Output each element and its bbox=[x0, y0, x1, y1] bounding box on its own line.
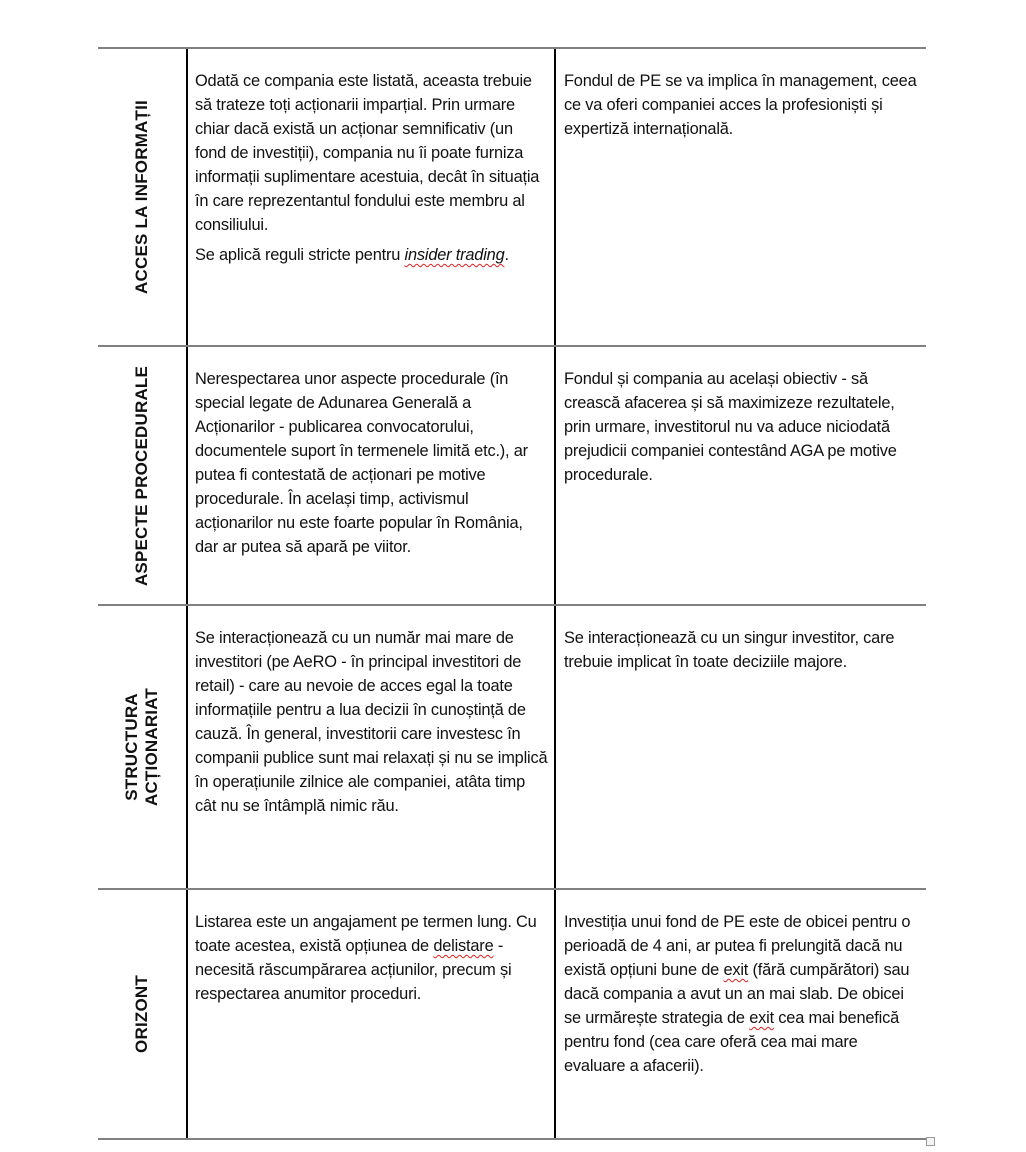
pe-fund-column-cell[interactable] bbox=[556, 606, 926, 888]
row-label-cell bbox=[98, 347, 188, 604]
cell-paragraph: Fondul de PE se va implica în management, ceea ce va oferi companiei acces la profesioniști și expertiză internațională. bbox=[564, 72, 917, 138]
cell-paragraph: Fondul și compania au același obiectiv - să crească afacerea și să maximizeze rezultatele, prin urmare, investitorul nu va aduce niciodată prejudicii companiei contestând AGA pe motive procedurale. bbox=[564, 370, 897, 484]
row-label-cell bbox=[98, 890, 188, 1138]
row-label: ACCES LA INFORMAȚII bbox=[132, 100, 151, 294]
listing-column-cell[interactable] bbox=[188, 890, 556, 1138]
cell-paragraph bbox=[564, 910, 920, 1078]
text-run: (fără cumpărători) sau dacă compania a avut un an mai slab. De obicei se urmărește strategia de bbox=[564, 961, 910, 1027]
spellcheck-flagged-word[interactable]: exit bbox=[749, 1009, 774, 1027]
text-run: - necesită răscumpărarea acțiunilor, precum și respectarea anumitor proceduri. bbox=[195, 937, 512, 1003]
row-label-line: STRUCTURA bbox=[122, 693, 141, 801]
table-resize-handle[interactable] bbox=[926, 1137, 935, 1146]
text-run: Listarea este un angajament pe termen lung. Cu toate acestea, există opțiunea de bbox=[195, 913, 537, 955]
spellcheck-flagged-word[interactable]: delistare bbox=[433, 937, 494, 955]
table-row-orizont bbox=[98, 888, 926, 1140]
listing-column-cell[interactable] bbox=[188, 606, 556, 888]
comparison-table bbox=[98, 47, 926, 1140]
text-run: Investiția unui fond de PE este de obicei pentru o perioadă de 4 ani, ar putea fi prelungită dacă nu există opțiuni bune de bbox=[564, 913, 911, 979]
cell-paragraph: Se interacționează cu un singur investitor, care trebuie implicat în toate deciziile majore. bbox=[564, 629, 895, 671]
cell-paragraph bbox=[195, 910, 548, 1006]
table-row-aspecte-procedurale bbox=[98, 345, 926, 604]
cell-paragraph: Odată ce compania este listată, aceasta trebuie să trateze toți acționarii imparțial. Prin urmare chiar dacă există un acționar semnificativ (un fond de investiții), compania nu îi poate furniza informații suplimentare acestuia, decât în situația în care reprezentantul fondului este membru al consiliului. bbox=[195, 72, 540, 234]
text-run: . bbox=[504, 246, 509, 264]
spellcheck-flagged-word[interactable]: insider trading bbox=[404, 246, 505, 264]
row-label-cell bbox=[98, 49, 188, 345]
text-run: Se aplică reguli stricte pentru bbox=[195, 246, 405, 264]
pe-fund-column-cell[interactable] bbox=[556, 347, 926, 604]
row-label: ASPECTE PROCEDURALE bbox=[132, 365, 151, 586]
text-run: cea mai benefică pentru fond (cea care oferă cea mai mare evaluare a afacerii). bbox=[564, 1009, 900, 1075]
table-row-acces-informatii bbox=[98, 47, 926, 345]
cell-paragraph bbox=[195, 243, 548, 267]
pe-fund-column-cell[interactable] bbox=[556, 890, 926, 1138]
spellcheck-flagged-word[interactable]: exit bbox=[723, 961, 749, 979]
cell-paragraph: Nerespectarea unor aspecte procedurale (în special legate de Adunarea Generală a Acționarilor - publicarea convocatorului, documentele suport în termenele limită etc.), ar putea fi contestată de acționari pe motive procedurale. În același timp, activismul acționarilor nu este foarte popular în România, dar ar putea să apară pe viitor. bbox=[195, 370, 528, 556]
listing-column-cell[interactable] bbox=[188, 347, 556, 604]
listing-column-cell[interactable] bbox=[188, 49, 556, 345]
row-label-line: ACȚIONARIAT bbox=[142, 687, 161, 807]
cell-paragraph: Se interacționează cu un număr mai mare de investitori (pe AeRO - în principal investitori de retail) - care au nevoie de acces egal la toate informațiile pentru a lua decizii în cunoștință de cauză. În general, investitorii care investesc în companii publice sunt mai relaxați și nu se implică în operațiunile zilnice ale companiei, atâta timp cât nu se întâmplă nimic rău. bbox=[195, 629, 548, 815]
row-label: ORIZONT bbox=[132, 975, 151, 1053]
row-label bbox=[122, 688, 162, 806]
pe-fund-column-cell[interactable] bbox=[556, 49, 926, 345]
row-label-cell bbox=[98, 606, 188, 888]
table-row-structura-actionariat bbox=[98, 604, 926, 888]
